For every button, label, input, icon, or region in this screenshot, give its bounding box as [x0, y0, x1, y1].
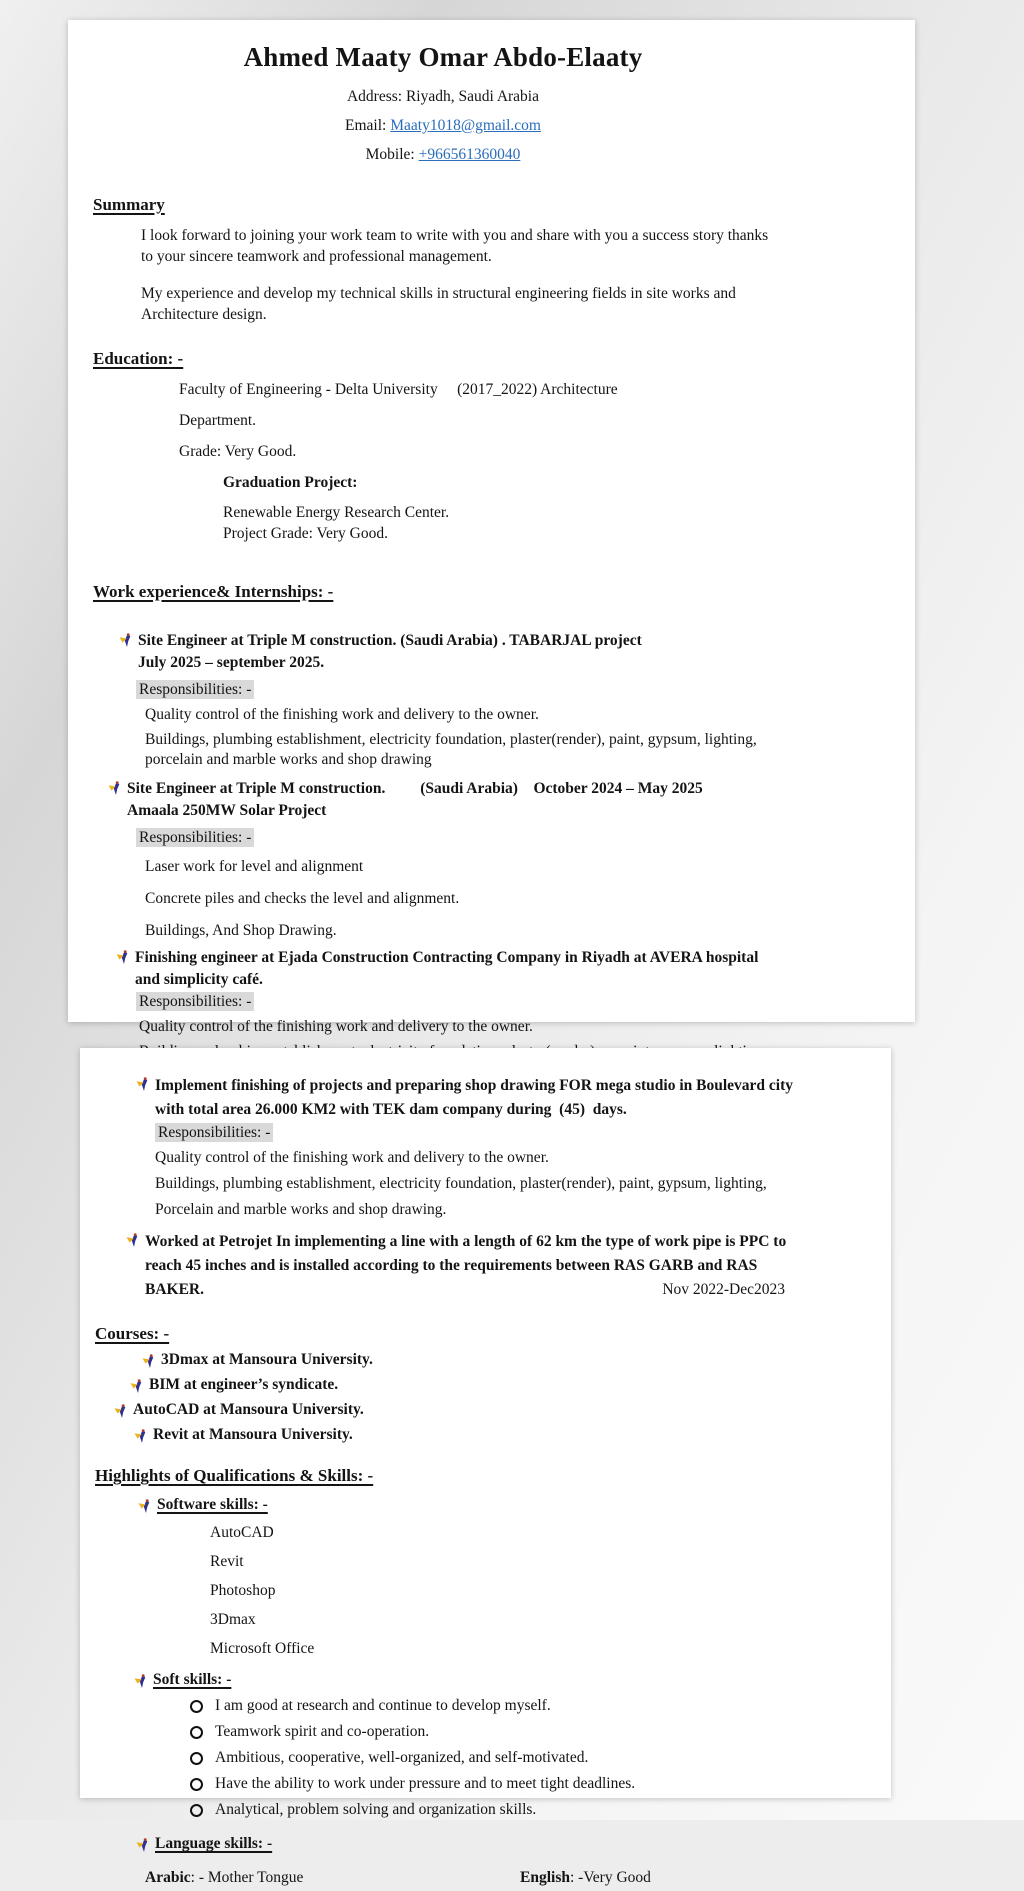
job-detail: Buildings, plumbing establishment, electricity foundation, plaster(render), paint, gypsum, lighting,	[145, 731, 757, 748]
job-dates: Nov 2022-Dec2023	[662, 1281, 785, 1298]
job-title: with total area 26.000 KM2 with TEK dam company during (45) days.	[155, 1101, 627, 1118]
dart-bullet-icon	[115, 950, 131, 965]
responsibilities-label: Responsibilities: -	[136, 680, 254, 699]
job-detail: Porcelain and marble works and shop drawing.	[155, 1201, 447, 1218]
english-language: English: -Very Good	[520, 1869, 651, 1886]
soft-skill-item: Have the ability to work under pressure and to meet tight deadlines.	[190, 1775, 835, 1793]
job-detail: Quality control of the finishing work and delivery to the owner.	[155, 1149, 549, 1166]
soft-skill-item: Ambitious, cooperative, well-organized, and self-motivated.	[190, 1749, 835, 1767]
email-label: Email:	[345, 117, 391, 134]
job-title: Site Engineer at Triple M construction. (Saudi Arabia) October 2024 – May 2025	[127, 780, 703, 797]
dart-bullet-icon	[137, 1499, 153, 1514]
person-name: Ahmed Maaty Omar Abdo-Elaaty	[243, 42, 643, 72]
circle-bullet-icon	[190, 1778, 203, 1791]
language-skills-label: Language skills: -	[155, 1835, 273, 1852]
job-detail: Quality control of the finishing work and delivery to the owner.	[139, 1018, 533, 1035]
soft-skill-item: I am good at research and continue to develop myself.	[190, 1697, 835, 1715]
email-line	[93, 116, 793, 136]
job-detail: Buildings, And Shop Drawing.	[145, 922, 337, 939]
courses-heading: Courses: -	[95, 1324, 170, 1343]
job-title: and simplicity café.	[135, 971, 263, 988]
mobile-line	[93, 145, 793, 165]
education-line: Grade: Very Good.	[179, 443, 297, 460]
circle-bullet-icon	[190, 1726, 203, 1739]
skills-heading: Highlights of Qualifications & Skills: -	[95, 1466, 374, 1485]
circle-bullet-icon	[190, 1804, 203, 1817]
job-detail: Buildings, plumbing establishment, electricity foundation, plaster(render), paint, gypsum, lighting,	[155, 1175, 767, 1192]
summary-heading: Summary	[93, 195, 165, 214]
soft-skill-item: Teamwork spirit and co-operation.	[190, 1723, 835, 1741]
job-entry	[93, 778, 823, 941]
work-experience-heading: Work experience& Internships: -	[93, 582, 334, 601]
circle-bullet-icon	[190, 1700, 203, 1713]
responsibilities-label: Responsibilities: -	[136, 828, 254, 847]
mobile-link[interactable]: +966561360040	[418, 146, 521, 163]
job-title: Implement finishing of projects and preparing shop drawing FOR mega studio in Boulevard city	[155, 1077, 793, 1094]
dart-bullet-icon	[133, 1674, 149, 1689]
language-values-row	[145, 1869, 785, 1891]
dart-bullet-icon	[107, 781, 123, 796]
job-title: reach 45 inches and is installed according to the requirements between RAS GARB and RAS	[145, 1257, 758, 1274]
education-line: Department.	[179, 412, 257, 429]
job-title: Worked at Petrojet In implementing a line with a length of 62 km the type of work pipe is PPC to	[145, 1233, 787, 1250]
circle-bullet-icon	[190, 1752, 203, 1765]
job-title: BAKER.	[145, 1281, 204, 1298]
education-line: Faculty of Engineering - Delta University (2017_2022) Architecture	[179, 381, 618, 398]
graduation-project-heading: Graduation Project:	[223, 474, 358, 491]
software-skills-label: Software skills: -	[157, 1496, 268, 1513]
job-detail: Quality control of the finishing work and delivery to the owner.	[145, 706, 539, 723]
job-title: Finishing engineer at Ejada Construction Contracting Company in Riyadh at AVERA hospital	[135, 949, 759, 966]
job-entry	[95, 1074, 835, 1220]
software-skill-item: Revit	[210, 1553, 244, 1570]
job-detail: Laser work for level and alignment	[145, 858, 364, 875]
summary-paragraph-2: My experience and develop my technical skills in structural engineering fields in site works and Architecture design.	[141, 285, 736, 323]
arabic-language: Arabic: - Mother Tongue	[145, 1869, 304, 1886]
soft-skills-label-row	[133, 1671, 835, 1689]
education-heading: Education: -	[93, 349, 184, 368]
dart-bullet-icon	[133, 1429, 149, 1444]
course-item: Revit at Mansoura University.	[133, 1426, 835, 1444]
job-title: Site Engineer at Triple M construction. (Saudi Arabia) . TABARJAL project	[138, 632, 642, 649]
soft-skill-item: Analytical, problem solving and organization skills.	[190, 1801, 835, 1819]
address-line: Address: Riyadh, Saudi Arabia	[346, 88, 539, 105]
soft-skills-label: Soft skills: -	[153, 1671, 232, 1688]
job-project: Amaala 250MW Solar Project	[127, 802, 327, 819]
responsibilities-label: Responsibilities: -	[155, 1123, 273, 1142]
summary-paragraph-1: I look forward to joining your work team to write with you and share with you a success story thanks to your sincere teamwork and professional management.	[141, 227, 769, 265]
mobile-label: Mobile:	[365, 146, 419, 163]
course-item: BIM at engineer’s syndicate.	[129, 1376, 835, 1394]
job-detail: porcelain and marble works and shop drawing	[145, 751, 432, 768]
job-dates: July 2025 – september 2025.	[138, 654, 325, 671]
course-item: 3Dmax at Mansoura University.	[141, 1351, 835, 1369]
job-entry	[95, 1230, 835, 1302]
dart-bullet-icon	[135, 1838, 151, 1853]
software-skills-label-row	[137, 1496, 835, 1514]
dart-bullet-icon	[113, 1404, 129, 1419]
software-skill-item: AutoCAD	[210, 1524, 274, 1541]
responsibilities-label: Responsibilities: -	[136, 992, 254, 1011]
graduation-project-line: Renewable Energy Research Center.	[223, 504, 450, 521]
job-detail: Concrete piles and checks the level and alignment.	[145, 890, 460, 907]
language-skills-label-row	[135, 1835, 835, 1853]
dart-bullet-icon	[141, 1354, 157, 1369]
resume-page-1	[68, 20, 915, 1035]
dart-bullet-icon	[118, 633, 134, 648]
graduation-project-line: Project Grade: Very Good.	[223, 525, 389, 542]
resume-page-2	[80, 1048, 891, 1886]
dart-bullet-icon	[135, 1077, 151, 1092]
software-skill-item: 3Dmax	[210, 1611, 256, 1628]
dart-bullet-icon	[129, 1379, 145, 1394]
software-skill-item: Microsoft Office	[210, 1640, 315, 1657]
dart-bullet-icon	[125, 1233, 141, 1248]
course-item: AutoCAD at Mansoura University.	[113, 1401, 835, 1419]
email-link[interactable]: Maaty1018@gmail.com	[390, 117, 541, 134]
software-skill-item: Photoshop	[210, 1582, 276, 1599]
job-entry	[93, 630, 823, 770]
